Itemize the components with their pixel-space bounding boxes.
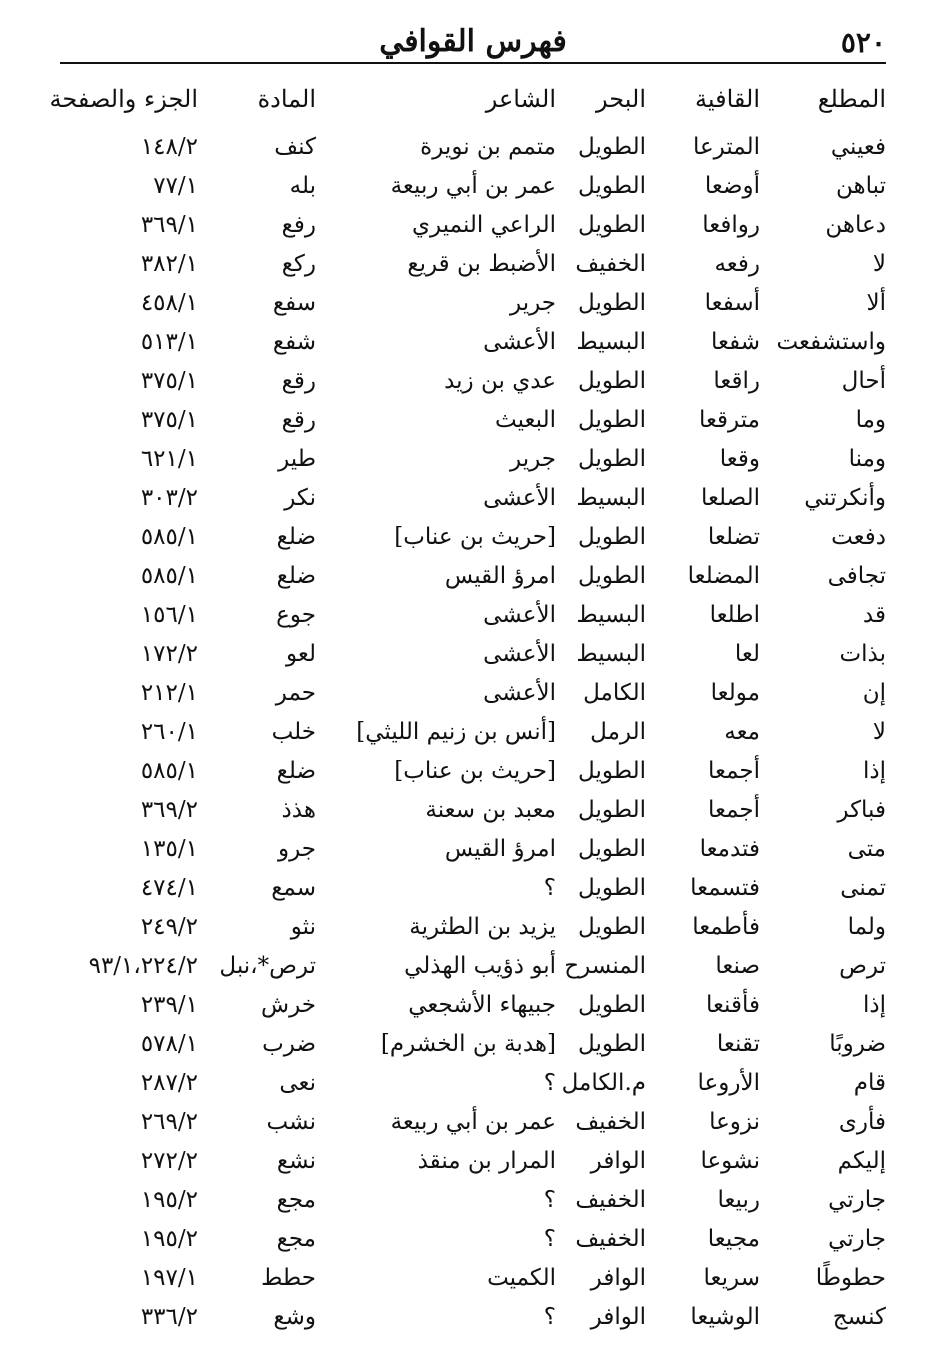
cell-madda: ضرب	[262, 1031, 316, 1057]
cell-juz: ٥٨٥/١	[140, 563, 198, 589]
cell-juz: ١٩٥/٢	[140, 1187, 198, 1213]
cell-bahr: الطويل	[578, 368, 646, 394]
table-row	[60, 1298, 886, 1337]
cell-shaer: [هدبة بن الخشرم]	[380, 1031, 556, 1057]
cell-bahr: البسيط	[576, 329, 646, 355]
table-row	[60, 1103, 886, 1142]
cell-shaer: عمر بن أبي ربيعة	[390, 1109, 556, 1135]
cell-madda: نعى	[279, 1070, 316, 1096]
cell-juz: ١٩٥/٢	[140, 1226, 198, 1252]
cell-madda: رقع	[281, 407, 316, 433]
cell-bahr: الوافر	[590, 1265, 646, 1291]
cell-bahr: الطويل	[578, 134, 646, 160]
cell-matla: ترص	[839, 953, 886, 979]
table-row	[60, 1064, 886, 1103]
cell-juz: ٢١٢/١	[140, 680, 198, 706]
cell-madda: ترص*،نبل	[219, 953, 316, 979]
cell-matla: بذات	[839, 641, 886, 667]
table-row	[60, 908, 886, 947]
cell-qafia: مترقعا	[698, 407, 760, 433]
cell-madda: ضلع	[276, 563, 316, 589]
cell-qafia: فتسمعا	[690, 875, 760, 901]
cell-qafia: اطلعا	[709, 602, 760, 628]
table-row	[60, 206, 886, 245]
cell-matla: ومنا	[848, 446, 886, 472]
cell-matla: وأنكرتني	[804, 485, 886, 511]
cell-juz: ٢٣٩/١	[140, 992, 198, 1018]
cell-bahr: الوافر	[590, 1304, 646, 1330]
cell-juz: ١٩٧/١	[140, 1265, 198, 1291]
cell-shaer: الأعشى	[483, 485, 556, 511]
cell-shaer: الأعشى	[483, 602, 556, 628]
cell-juz: ٣٠٣/٢	[140, 485, 198, 511]
cell-shaer: عدي بن زيد	[444, 368, 556, 394]
cell-qafia: فأطمعا	[692, 914, 760, 940]
cell-qafia: نزوعا	[709, 1109, 760, 1135]
cell-madda: جوع	[276, 602, 316, 628]
cell-matla: ضروبًا	[829, 1031, 886, 1057]
cell-qafia: المترعا	[692, 134, 760, 160]
cell-matla: فباكر	[837, 797, 886, 823]
cell-bahr: الطويل	[578, 173, 646, 199]
cell-shaer: امرؤ القيس	[444, 563, 556, 589]
cell-matla: لا	[872, 251, 886, 277]
cell-madda: لعو	[286, 641, 316, 667]
cell-shaer: [حريث بن عناب]	[394, 758, 556, 784]
column-header-madda: المادة	[257, 85, 316, 113]
cell-madda: خلب	[271, 719, 316, 745]
cell-matla: فأرى	[838, 1109, 886, 1135]
table-row	[60, 284, 886, 323]
cell-bahr: الطويل	[578, 290, 646, 316]
cell-qafia: صنعا	[715, 953, 760, 979]
cell-qafia: روافعا	[702, 212, 760, 238]
cell-juz: ٥٨٥/١	[140, 524, 198, 550]
table-row	[60, 830, 886, 869]
cell-madda: ركع	[281, 251, 316, 277]
cell-qafia: تضلعا	[707, 524, 760, 550]
cell-madda: ضلع	[276, 524, 316, 550]
cell-madda: شفع	[272, 329, 316, 355]
table-row	[60, 479, 886, 518]
cell-juz: ٣٣٦/٢	[140, 1304, 198, 1330]
cell-madda: رقع	[281, 368, 316, 394]
table-row	[60, 635, 886, 674]
cell-bahr: الطويل	[578, 212, 646, 238]
cell-madda: حمر	[275, 680, 316, 706]
cell-madda: سمع	[271, 875, 316, 901]
cell-juz: ١٤٨/٢	[140, 134, 198, 160]
cell-madda: هذذ	[281, 797, 316, 823]
cell-bahr: الخفيف	[575, 1226, 646, 1252]
cell-juz: ٣٧٥/١	[140, 407, 198, 433]
cell-juz: ٥١٣/١	[140, 329, 198, 355]
table-row	[60, 245, 886, 284]
table-row	[60, 947, 886, 986]
cell-juz: ٦٢١/١	[140, 446, 198, 472]
cell-shaer: [أنس بن زنيم الليثي]	[356, 719, 556, 745]
column-header-shaer: الشاعر	[485, 85, 556, 113]
cell-shaer: عمر بن أبي ربيعة	[390, 173, 556, 199]
cell-madda: نشع	[276, 1148, 316, 1174]
cell-juz: ٤٧٤/١	[140, 875, 198, 901]
cell-juz: ٢٨٧/٢	[140, 1070, 198, 1096]
column-header-juz: الجزء والصفحة	[49, 85, 198, 113]
cell-matla: تجافى	[827, 563, 886, 589]
cell-qafia: مولعا	[710, 680, 760, 706]
cell-juz: ٢٧٢/٢	[140, 1148, 198, 1174]
table-row	[60, 518, 886, 557]
cell-qafia: نشوعا	[700, 1148, 760, 1174]
cell-madda: رفع	[281, 212, 316, 238]
cell-shaer: امرؤ القيس	[444, 836, 556, 862]
cell-bahr: الطويل	[578, 914, 646, 940]
table-row	[60, 674, 886, 713]
cell-bahr: البسيط	[576, 602, 646, 628]
column-header-matla: المطلع	[817, 85, 886, 113]
cell-bahr: الطويل	[578, 407, 646, 433]
table-row	[60, 440, 886, 479]
cell-madda: جرو	[277, 836, 316, 862]
cell-madda: نشب	[266, 1109, 316, 1135]
cell-matla: ألا	[866, 290, 886, 316]
cell-qafia: المضلعا	[687, 563, 760, 589]
table-row	[60, 1259, 886, 1298]
cell-shaer: ؟	[543, 875, 556, 901]
cell-matla: فعيني	[830, 134, 886, 160]
cell-qafia: راقعا	[713, 368, 760, 394]
cell-qafia: الوشيعا	[690, 1304, 760, 1330]
cell-bahr: الخفيف	[575, 1187, 646, 1213]
cell-bahr: البسيط	[576, 485, 646, 511]
cell-shaer: ؟	[543, 1070, 556, 1096]
cell-juz: ٣٦٩/١	[140, 212, 198, 238]
rhymes-index-table	[49, 76, 886, 1337]
cell-madda: كنف	[274, 134, 316, 160]
table-row	[60, 1142, 886, 1181]
cell-juz: ١٧٢/٢	[140, 641, 198, 667]
cell-bahr: الرمل	[590, 719, 646, 745]
table-row	[60, 362, 886, 401]
cell-qafia: أوضعا	[704, 173, 760, 199]
cell-qafia: تقنعا	[716, 1031, 760, 1057]
cell-matla: إن	[862, 680, 886, 706]
cell-juz: ٣٨٢/١	[140, 251, 198, 277]
cell-matla: قام	[853, 1070, 886, 1096]
cell-madda: نثو	[290, 914, 316, 940]
cell-matla: إذا	[862, 992, 886, 1018]
cell-bahr: الطويل	[578, 758, 646, 784]
cell-shaer: جبيهاء الأشجعي	[408, 992, 556, 1018]
table-row	[60, 752, 886, 791]
cell-qafia: الصلعا	[700, 485, 760, 511]
cell-shaer: الأعشى	[483, 641, 556, 667]
cell-juz: ٣٦٩/٢	[140, 797, 198, 823]
table-row	[60, 323, 886, 362]
column-header-bahr: البحر	[596, 85, 646, 113]
cell-matla: إذا	[862, 758, 886, 784]
cell-juz: ٢٦٩/٢	[140, 1109, 198, 1135]
cell-juz: ٤٥٨/١	[140, 290, 198, 316]
cell-matla: متى	[847, 836, 886, 862]
cell-matla: تمنى	[840, 875, 886, 901]
cell-madda: ضلع	[276, 758, 316, 784]
cell-bahr: الطويل	[578, 563, 646, 589]
cell-qafia: أجمعا	[707, 758, 760, 784]
cell-matla: كنسج	[832, 1304, 886, 1330]
cell-juz: ١٥٦/١	[140, 602, 198, 628]
cell-juz: ٢٦٠/١	[140, 719, 198, 745]
table-row	[60, 986, 886, 1025]
cell-madda: مجع	[276, 1187, 316, 1213]
cell-matla: لا	[872, 719, 886, 745]
cell-juz: ٣٧٥/١	[140, 368, 198, 394]
cell-qafia: فأقنعا	[705, 992, 760, 1018]
cell-bahr: الطويل	[578, 446, 646, 472]
cell-shaer: [حريث بن عناب]	[394, 524, 556, 550]
cell-juz: ٧٧/١	[153, 173, 198, 199]
cell-matla: أحال	[841, 368, 886, 394]
cell-matla: ولما	[847, 914, 886, 940]
cell-shaer: ؟	[543, 1304, 556, 1330]
cell-bahr: الخفيف	[575, 251, 646, 277]
cell-qafia: شفعا	[710, 329, 760, 355]
cell-matla: إليكم	[837, 1148, 886, 1174]
cell-shaer: الأعشى	[483, 329, 556, 355]
cell-bahr: الوافر	[590, 1148, 646, 1174]
table-row	[60, 869, 886, 908]
table-row	[60, 1181, 886, 1220]
cell-juz: ١٣٥/١	[140, 836, 198, 862]
cell-bahr: المنسرح	[564, 953, 646, 979]
cell-shaer: البعيث	[495, 407, 556, 433]
cell-shaer: متمم بن نويرة	[420, 134, 556, 160]
cell-shaer: الأضبط بن قريع	[407, 251, 556, 277]
cell-bahr: الطويل	[578, 524, 646, 550]
page-header	[60, 24, 886, 64]
cell-madda: طير	[278, 446, 316, 472]
cell-bahr: الخفيف	[575, 1109, 646, 1135]
cell-shaer: يزيد بن الطثرية	[409, 914, 556, 940]
cell-madda: نكر	[284, 485, 316, 511]
table-header-row	[49, 76, 886, 128]
cell-matla: واستشفعت	[776, 329, 886, 355]
cell-matla: تباهن	[836, 173, 886, 199]
cell-shaer: ؟	[543, 1226, 556, 1252]
cell-madda: خرش	[261, 992, 316, 1018]
cell-matla: جارتي	[828, 1226, 886, 1252]
table-row	[60, 167, 886, 206]
cell-qafia: وقعا	[719, 446, 760, 472]
cell-qafia: رفعه	[714, 251, 760, 277]
cell-qafia: أجمعا	[707, 797, 760, 823]
cell-shaer: الراعي النميري	[412, 212, 556, 238]
table-row	[60, 128, 886, 167]
cell-qafia: أسفعا	[704, 290, 760, 316]
header-rule	[60, 62, 886, 64]
cell-bahr: م.الكامل	[561, 1070, 646, 1096]
table-row	[60, 401, 886, 440]
cell-shaer: جرير	[510, 446, 556, 472]
cell-qafia: لعا	[734, 641, 760, 667]
cell-juz: ٥٨٥/١	[140, 758, 198, 784]
cell-bahr: الطويل	[578, 797, 646, 823]
cell-shaer: معبد بن سعنة	[425, 797, 556, 823]
cell-bahr: الطويل	[578, 1031, 646, 1057]
cell-shaer: الكميت	[487, 1265, 556, 1291]
cell-juz: ٢٤٩/٢	[140, 914, 198, 940]
cell-shaer: المرار بن منقذ	[417, 1148, 556, 1174]
cell-qafia: معه	[724, 719, 760, 745]
cell-qafia: ربيعا	[717, 1187, 760, 1213]
cell-qafia: الأروعا	[697, 1070, 760, 1096]
cell-shaer: الأعشى	[483, 680, 556, 706]
cell-madda: سفع	[272, 290, 316, 316]
cell-matla: حطوطًا	[815, 1265, 886, 1291]
cell-madda: وشع	[273, 1304, 316, 1330]
cell-qafia: مجيعا	[707, 1226, 760, 1252]
cell-matla: جارتي	[828, 1187, 886, 1213]
page-number: ٥٢٠	[840, 26, 886, 59]
table-row	[60, 1220, 886, 1259]
table-row	[60, 1025, 886, 1064]
cell-bahr: البسيط	[576, 641, 646, 667]
cell-shaer: ؟	[543, 1187, 556, 1213]
table-row	[60, 596, 886, 635]
cell-madda: بله	[289, 173, 316, 199]
cell-bahr: الكامل	[583, 680, 646, 706]
cell-bahr: الطويل	[578, 992, 646, 1018]
cell-bahr: الطويل	[578, 875, 646, 901]
cell-bahr: الطويل	[578, 836, 646, 862]
page-title: فهرس القوافي	[379, 24, 567, 59]
column-header-qafia: القافية	[694, 85, 760, 113]
table-row	[60, 557, 886, 596]
table-row	[60, 791, 886, 830]
cell-madda: مجع	[276, 1226, 316, 1252]
cell-matla: قد	[862, 602, 886, 628]
cell-shaer: أبو ذؤيب الهذلي	[404, 953, 556, 979]
cell-juz: ٩٣/١،٢٢٤/٢	[88, 953, 198, 979]
cell-shaer: جرير	[510, 290, 556, 316]
cell-matla: وما	[855, 407, 886, 433]
cell-matla: دعاهن	[825, 212, 886, 238]
cell-juz: ٥٧٨/١	[140, 1031, 198, 1057]
cell-qafia: سريعا	[703, 1265, 760, 1291]
cell-matla: دفعت	[831, 524, 886, 550]
table-row	[60, 713, 886, 752]
cell-qafia: فتدمعا	[699, 836, 760, 862]
cell-madda: حطط	[261, 1265, 316, 1291]
